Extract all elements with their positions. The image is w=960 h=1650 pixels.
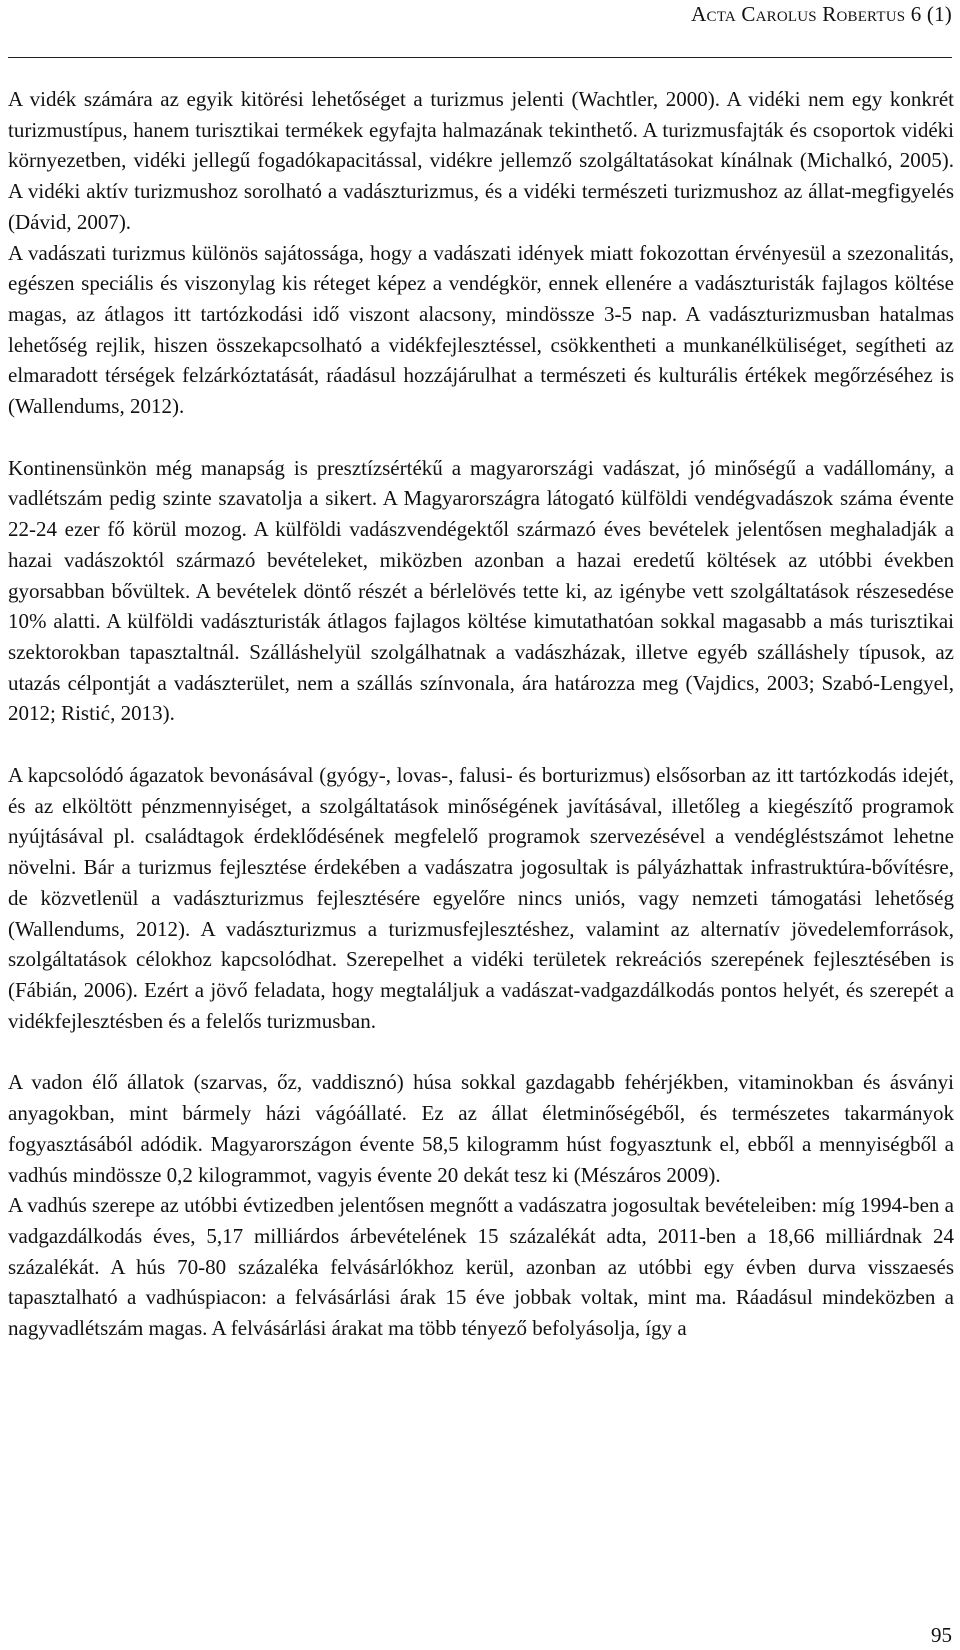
paragraph-related-sectors: A kapcsolódó ágazatok bevonásával (gyógy-, lovas-, falusi- és borturizmus) elsősorban az itt tartózkodás idejét, és az elköltött pénzmennyiséget, a szolgáltatások minőségének javításával, illetőleg a kiegészítő programok nyújtásával pl. családtagok érdeklődésének megfelelő programok szervezésével a vendégléstszámot lehetne növelni. Bár a turizmus fejlesztése érdekében a vadászatra jogosultak is pályázhattak infrastruktúra-bővítésre, de közvetlenül a vadászturizmus fejlesztésére egyelőre nincs uniós, vagy nemzeti támogatási lehetőség (Wallendums, 2012). A vadászturizmus a turizmusfejlesztéshez, valamint az alternatív jövedelemforrások, szolgáltatások célokhoz kapcsolódhat. Szerepelhet a vidéki területek rekreációs szerepének fejlesztésében is (Fábián, 2006). Ezért a jövő feladata, hogy megtaláljuk a vadászat-vadgazdálkodás pontos helyét, és szerepét a vidékfejlesztésben és a felelős turizmusban. [8,763,954,1033]
page-number: 95 [931,1623,952,1647]
paragraph-hungarian-hunting-prestige: Kontinensünkön még manapság is presztízsértékű a magyarországi vadászat, jó minőségű a vadállomány, a vadlétszám pedig szinte szavatolja a sikert. A Magyarországra látogató külföldi vendégvadászok száma évente 22-24 ezer fő körül mozog. A külföldi vadászvendégektől származó éves bevételek jelentősen meghaladják a hazai vadászoktól származó bevételeket, miközben azonban a hazai eredetű költések az utóbbi években gyorsabban bővültek. A bevételek döntő részét a bérlelövés tette ki, az igénybe vett szolgáltatások részesedése 10% alatti. A külföldi vadászturisták átlagos fajlagos költése kimutathatóan sokkal magasabb a más turisztikai szektorokban tapasztaltnál. Szálláshelyül szolgálhatnak a vadászházak, illetve egyéb szálláshely típusok, az utazás célpontját a vadászterület, nem a szállás színvonala, ára határozza meg (Vajdics, 2003; Szabó-Lengyel, 2012; Ristić, 2013). [8,455,954,726]
paragraph-game-meat-market: A vadhús szerepe az utóbbi évtizedben jelentősen megnőtt a vadászatra jogosultak bevételeiben: míg 1994-ben a vadgazdálkodás éves, 5,17 milliárdos árbevételének 15 százalékát adta, 2011-ben a 18,66 milliárdnak 24 százalékát. A hús 70-80 százaléka felvásárlókhoz kerül, azonban az utóbbi egy évben durva visszaesés tapasztalható a vadhúspiacon: a felvásárlási árak 15 éve jobbak voltak, mint ma. Ráadásul mindeközben a nagyvadlétszám magas. A felvásárlási árakat ma több tényező befolyásolja, így a [8,1193,954,1341]
header-divider [8,57,952,58]
journal-running-title: Acta Carolus Robertus 6 (1) [691,2,952,26]
paragraph-rural-tourism: A vidék számára az egyik kitörési lehetőséget a turizmus jelenti (Wachtler, 2000). A vidéki nem egy konkrét turizmustípus, hanem turisztikai termékek egyfajta halmazának tekinthető. A turizmusfajták és csoportok vidéki környezetben, vidéki jellegű fogadókapacitással, vidékre jellemző szolgáltatásokat kínálnak (Michalkó, 2005). A vidéki aktív turizmushoz sorolható a vadászturizmus, és a vidéki természeti turizmushoz az állat-megfigyelés (Dávid, 2007). [8,87,954,234]
article-body [8,84,954,1344]
paragraph-hunting-tourism-features: A vadászati turizmus különös sajátossága, hogy a vadászati idények miatt fokozottan érvényesül a szezonalitás, egészen speciális és viszonylag kis réteget képez a vendégkör, ennek ellenére a vadászturisták fajlagos költése magas, az átlagos itt tartózkodási idő viszont alacsony, mindössze 3-5 nap. A vadászturizmusban hatalmas lehetőség rejlik, hiszen összekapcsolható a vidékfejlesztéssel, csökkentheti a munkanélküliséget, segítheti az elmaradott térségek felzárkóztatását, ráadásul hozzájárulhat a természeti és kulturális értékek megőrzéséhez is (Wallendums, 2012). [8,240,954,419]
paragraph-game-meat-nutrition: A vadon élő állatok (szarvas, őz, vaddisznó) húsa sokkal gazdagabb fehérjékben, vitaminokban és ásványi anyagokban, mint bármely házi vágóállaté. Ez az állat életminőségéből, és természetes takarmányok fogyasztásából adódik. Magyarországon évente 58,5 kilogramm húst fogyasztunk el, ebből a mennyiségből a vadhús mindössze 0,2 kilogrammot, vagyis évente 20 dekát tesz ki (Mészáros 2009). [8,1070,954,1187]
running-header [0,0,960,58]
